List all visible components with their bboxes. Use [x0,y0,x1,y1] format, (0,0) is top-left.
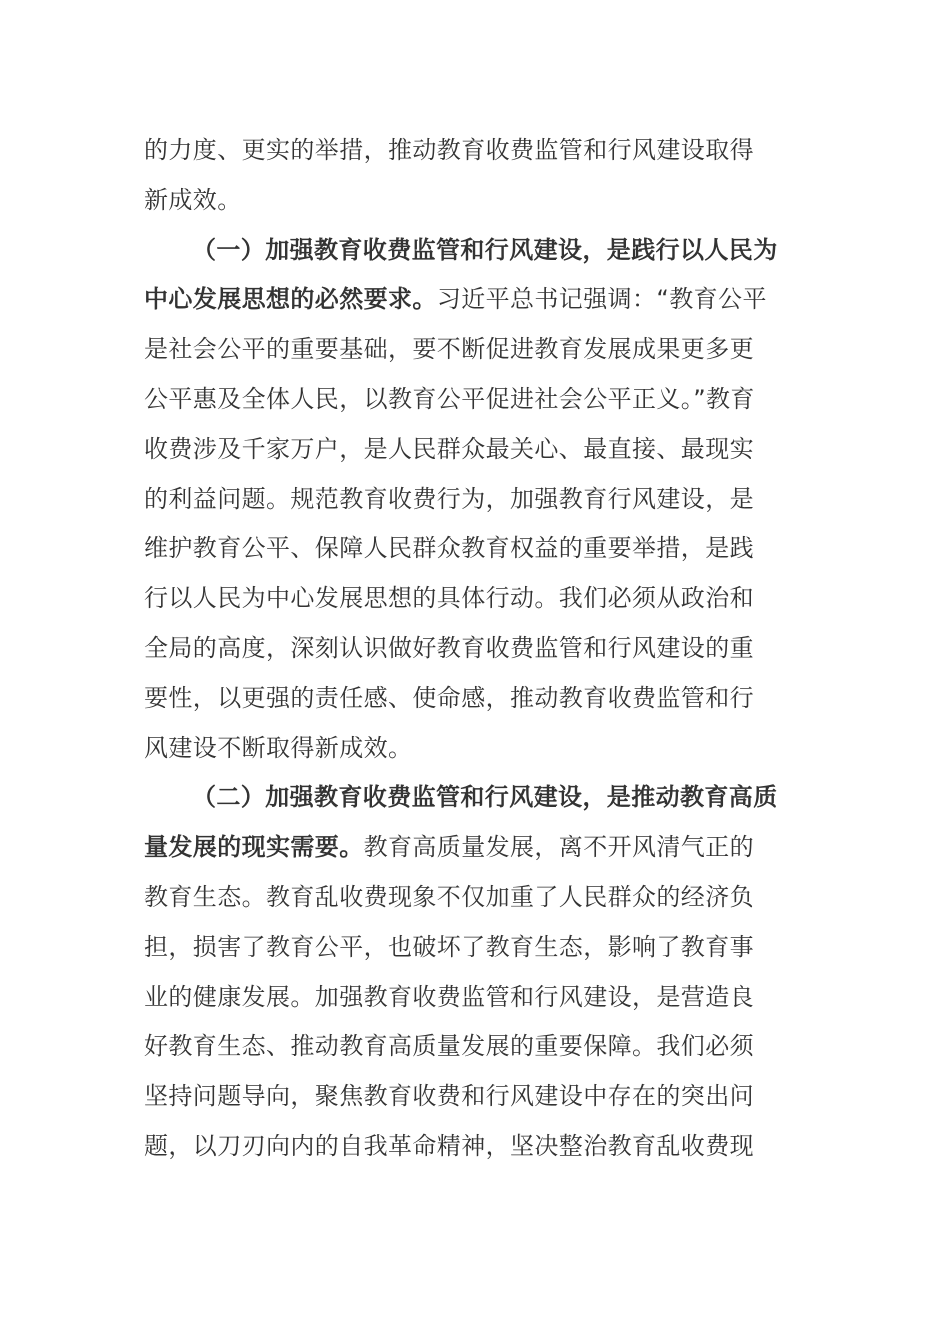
text-run: 担，损害了教育公平，也破坏了教育生态，影响了教育事 [144,932,754,961]
text-run: 业的健康发展。加强教育收费监管和行风建设，是营造良 [144,982,754,1011]
text-line [144,475,796,525]
text-line [144,126,796,176]
text-line [144,574,796,624]
section-heading-1 [144,226,796,276]
text-line [144,973,796,1023]
text-line [144,823,796,873]
text-line [144,275,796,325]
text-run-bold: （一）加强教育收费监管和行风建设，是践行以人民为 [192,235,778,264]
text-line [144,674,796,724]
text-run-bold: 中心发展思想的必然要求。 [144,285,437,314]
text-run: 教育生态。教育乱收费现象不仅加重了人民群众的经济负 [144,882,754,911]
text-line [144,375,796,425]
text-run: 全局的高度，深刻认识做好教育收费监管和行风建设的重 [144,633,754,662]
text-line [144,1022,796,1072]
text-line [144,524,796,574]
text-line [144,724,796,774]
text-line [144,1122,796,1172]
text-run: 习近平总书记强调：“教育公平 [436,285,767,314]
text-run: 是社会公平的重要基础，要不断促进教育发展成果更多更 [144,335,754,364]
text-line [144,624,796,674]
text-run: 坚持问题导向，聚焦教育收费和行风建设中存在的突出问 [144,1082,754,1111]
text-run: 的利益问题。规范教育收费行为，加强教育行风建设，是 [144,484,754,513]
text-line [144,176,796,226]
text-run: 教育高质量发展，离不开风清气正的 [363,833,755,862]
section-heading-2 [144,773,796,823]
text-line [144,325,796,375]
text-run: 风建设不断取得新成效。 [144,733,413,762]
text-run-bold: 量发展的现实需要。 [144,833,364,862]
text-line [144,873,796,923]
text-line [144,923,796,973]
text-run: 题，以刀刃向内的自我革命精神，坚决整治教育乱收费现 [144,1131,754,1160]
text-run-bold: （二）加强教育收费监管和行风建设，是推动教育高质 [192,783,778,812]
text-run: 要性，以更强的责任感、使命感，推动教育收费监管和行 [144,683,754,712]
text-run: 行以人民为中心发展思想的具体行动。我们必须从政治和 [144,584,754,613]
text-run: 新成效。 [144,185,242,214]
text-run: 收费涉及千家万户，是人民群众最关心、最直接、最现实 [144,434,754,463]
text-run: 维护教育公平、保障人民群众教育权益的重要举措，是践 [144,534,754,563]
text-line [144,1072,796,1122]
text-line [144,425,796,475]
text-run: 的力度、更实的举措，推动教育收费监管和行风建设取得 [144,136,754,164]
text-run: 好教育生态、推动教育高质量发展的重要保障。我们必须 [144,1032,754,1061]
body-text [144,126,796,1172]
text-run: 公平惠及全体人民，以教育公平促进社会公平正义。”教育 [144,384,755,413]
